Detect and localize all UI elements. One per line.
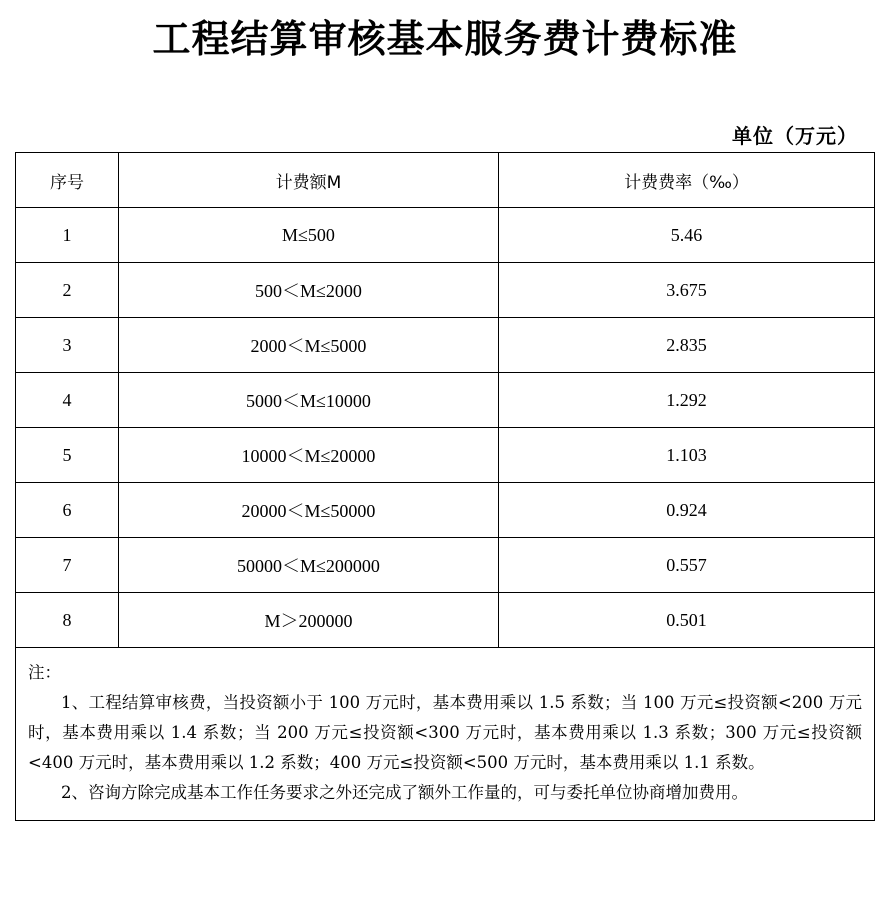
cell-rate: 5.46 (499, 208, 875, 263)
cell-no: 7 (16, 538, 119, 593)
cell-no: 6 (16, 483, 119, 538)
note-item-1: 1、工程结算审核费，当投资额小于 100 万元时，基本费用乘以 1.5 系数；当 100 万元≤投资额<200 万元时，基本费用乘以 1.4 系数；当 200 万元≤投资额<300 万元时，基本费用乘以 1.3 系数；300 万元≤投资额<400 万元时，基本费用乘以 1.2 系数；400 万元≤投资额<500 万元时，基本费用乘以 1.1 系数。 (28, 693, 862, 772)
cell-amount: 500＜M≤2000 (119, 263, 499, 318)
table-row (16, 318, 875, 373)
fee-table (15, 152, 875, 821)
cell-rate: 1.292 (499, 373, 875, 428)
table-row (16, 208, 875, 263)
cell-no: 8 (16, 593, 119, 648)
cell-amount: 5000＜M≤10000 (119, 373, 499, 428)
cell-no: 3 (16, 318, 119, 373)
table-row (16, 428, 875, 483)
notes-cell (16, 648, 875, 821)
note-item-2: 2、咨询方除完成基本工作任务要求之外还完成了额外工作量的，可与委托单位协商增加费用。 (61, 783, 748, 802)
table-row (16, 373, 875, 428)
cell-rate: 0.557 (499, 538, 875, 593)
header-amount: 计费额M (119, 153, 499, 208)
page-title: 工程结算审核基本服务费计费标准 (152, 17, 738, 61)
notes-heading: 注： (28, 663, 61, 682)
cell-amount: 50000＜M≤200000 (119, 538, 499, 593)
cell-rate: 3.675 (499, 263, 875, 318)
cell-rate: 1.103 (499, 428, 875, 483)
table-row (16, 263, 875, 318)
table-row (16, 538, 875, 593)
table-row (16, 593, 875, 648)
cell-no: 1 (16, 208, 119, 263)
cell-no: 4 (16, 373, 119, 428)
header-rate: 计费费率（‰） (499, 153, 875, 208)
table-row (16, 483, 875, 538)
notes-row (16, 648, 875, 821)
cell-no: 2 (16, 263, 119, 318)
cell-amount: M≤500 (119, 208, 499, 263)
cell-amount: 20000＜M≤50000 (119, 483, 499, 538)
cell-rate: 0.924 (499, 483, 875, 538)
table-header-row (16, 153, 875, 208)
unit-label: 单位（万元） (732, 124, 858, 148)
cell-rate: 2.835 (499, 318, 875, 373)
cell-amount: 2000＜M≤5000 (119, 318, 499, 373)
cell-rate: 0.501 (499, 593, 875, 648)
header-no: 序号 (16, 153, 119, 208)
cell-amount: 10000＜M≤20000 (119, 428, 499, 483)
cell-amount: M＞200000 (119, 593, 499, 648)
cell-no: 5 (16, 428, 119, 483)
